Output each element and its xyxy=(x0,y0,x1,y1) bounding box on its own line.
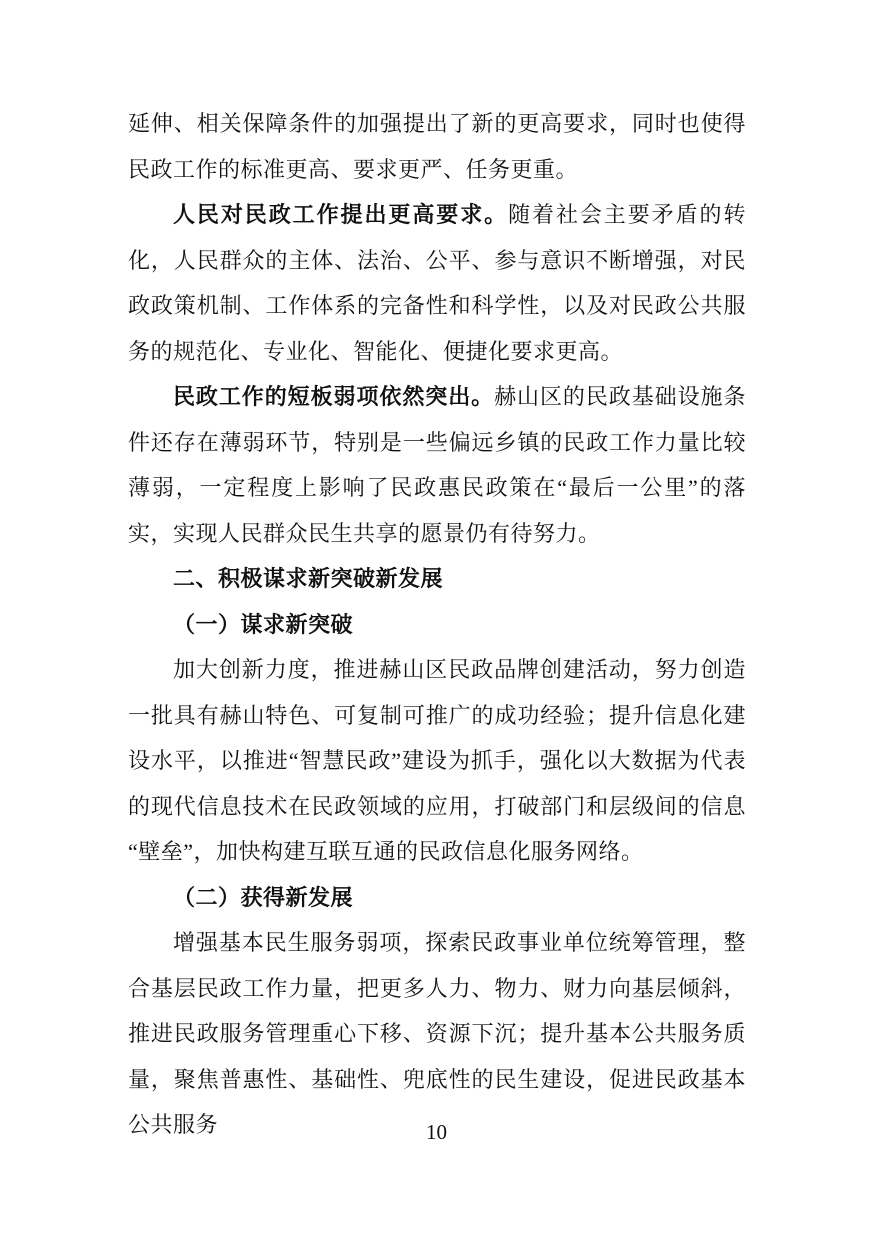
heading-subsection-2: （二）获得新发展 xyxy=(173,884,354,910)
heading-subsection-1: （一）谋求新突破 xyxy=(173,611,354,637)
paragraph-continuation: 延伸、相关保障条件的加强提出了新的更高要求，同时也使得民政工作的标准更高、要求更严、任务更重。 xyxy=(128,111,746,182)
paragraph-gain-development: 增强基本民生服务弱项，探索民政事业单位统筹管理，整合基层民政工作力量，把更多人力、物力、财力向基层倾斜，推进民政服务管理重心下移、资源下沉；提升基本公共服务质量，聚焦普惠性、基础性、兜底性的民生建设，促进民政基本公共服务 xyxy=(128,930,746,1137)
document-body xyxy=(128,101,746,1148)
heading-section-2: 二、积极谋求新突破新发展 xyxy=(173,566,444,591)
page-number: 10 xyxy=(426,1120,447,1144)
paragraph-bold-lead: 民政工作的短板弱项依然突出。 xyxy=(173,384,495,409)
paragraph-seek-breakthrough: 加大创新力度，推进赫山区民政品牌创建活动，努力创造一批具有赫山特色、可复制可推广的成功经验；提升信息化建设水平，以推进“智慧民政”建设为抓手，强化以大数据为代表的现代信息技术在民政领域的应用，打破部门和层级间的信息“壁垒”，加快构建互联互通的民政信息化服务网络。 xyxy=(128,657,746,864)
paragraph-bold-lead: 人民对民政工作提出更高要求。 xyxy=(173,202,509,227)
paragraph-people-higher-demand: 人民对民政工作提出更高要求。随着社会主要矛盾的转化，人民群众的主体、法治、公平、参与意识不断增强，对民政政策机制、工作体系的完备性和科学性，以及对民政公共服务的规范化、专业化、智能化、便捷化要求更高。 xyxy=(128,202,746,364)
paragraph-shortcomings-prominent: 民政工作的短板弱项依然突出。赫山区的民政基础设施条件还存在薄弱环节，特别是一些偏远乡镇的民政工作力量比较薄弱，一定程度上影响了民政惠民政策在“最后一公里”的落实，实现人民群众民生共享的愿景仍有待努力。 xyxy=(128,384,746,546)
